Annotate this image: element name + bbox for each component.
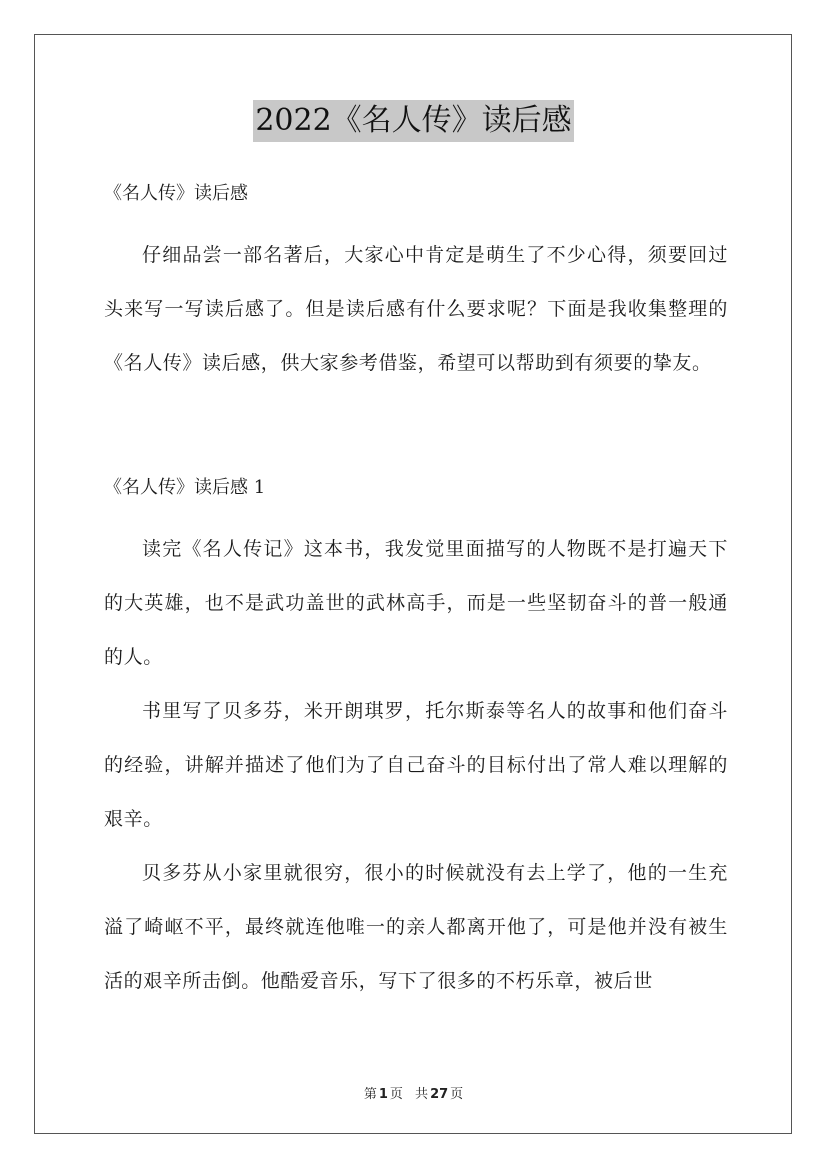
total-suffix: 页	[450, 1087, 464, 1102]
total-prefix: 共	[415, 1087, 429, 1102]
total-pages: 27	[430, 1087, 449, 1102]
title-wrap	[0, 100, 827, 142]
page-indicator	[362, 1087, 405, 1102]
section1-paragraph-1: 读完《名人传记》这本书，我发觉里面描写的人物既不是打遍天下的大英雄，也不是武功盖世的武林高手，而是一些坚韧奋斗的普一般通的人。	[104, 538, 728, 668]
document-body	[104, 172, 728, 1008]
page-number: 1	[378, 1087, 388, 1102]
page-prefix: 第	[363, 1087, 377, 1102]
page-suffix: 页	[389, 1087, 403, 1102]
total-indicator	[413, 1087, 465, 1102]
document-title: 2022《名人传》读后感	[253, 100, 573, 142]
intro-paragraph: 仔细品尝一部名著后，大家心中肯定是萌生了不少心得，须要回过头来写一写读后感了。但是读后感有什么要求呢？下面是我收集整理的《名人传》读后感，供大家参考借鉴，希望可以帮助到有须要的挚友。	[104, 244, 728, 374]
section1-heading: 《名人传》读后感 1	[104, 477, 266, 498]
section1-paragraph-2: 书里写了贝多芬，米开朗琪罗，托尔斯泰等名人的故事和他们奋斗的经验，讲解并描述了他们为了自己奋斗的目标付出了常人难以理解的艰辛。	[104, 700, 728, 830]
section1-paragraph-3: 贝多芬从小家里就很穷，很小的时候就没有去上学了，他的一生充溢了崎岖不平，最终就连他唯一的亲人都离开他了，可是他并没有被生活的艰辛所击倒。他酷爱音乐，写下了很多的不朽乐章，被后世	[104, 862, 728, 992]
page-footer	[0, 1083, 827, 1102]
intro-heading: 《名人传》读后感	[104, 183, 248, 204]
